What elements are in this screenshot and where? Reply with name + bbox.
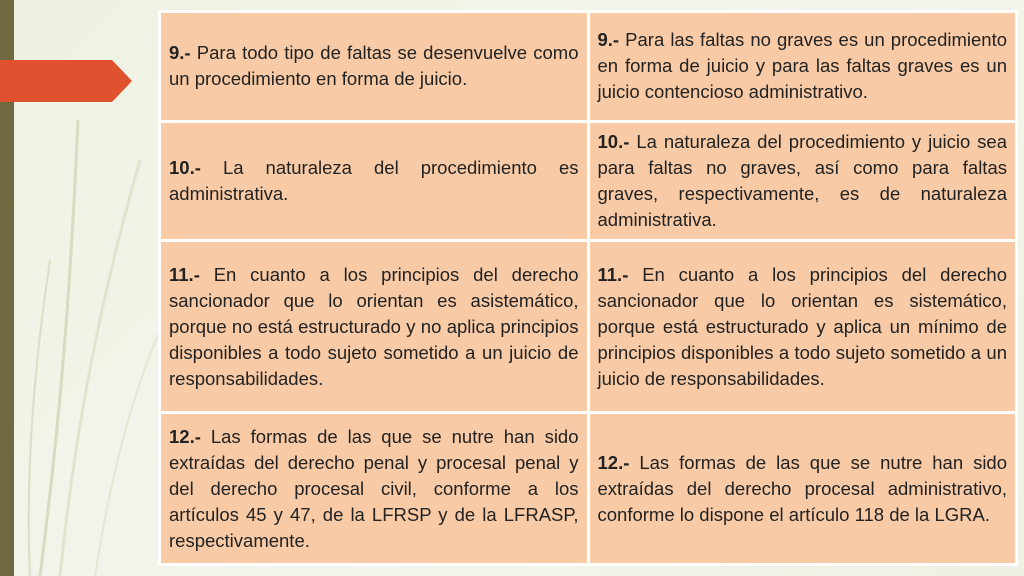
item-number: 10.- [597,130,630,152]
cell-right [590,414,1016,563]
table-row [161,13,1015,120]
item-text: En cuanto a los principios del derecho sancionador que lo orientan es sistemático, porque está estructurado y aplica un mínimo de principios disponibles a todo sujeto sometido a un juicio de responsabilidades. [597,263,1008,389]
cell-left [161,414,587,563]
item-number: 11.- [169,263,200,285]
cell-right [590,123,1016,240]
item-text: Las formas de las que se nutre han sido extraídas del derecho procesal administrativo, conforme lo dispone el artículo 118 de la LGRA. [597,451,1008,525]
item-number: 10.- [169,156,201,178]
table-row [161,123,1015,240]
cell-right [590,242,1016,411]
item-text: En cuanto a los principios del derecho sancionador que lo orientan es asistemático, porque no está estructurado y no aplica principios disponibles a todo sujeto sometido a un juicio de responsabilidades. [169,263,579,389]
item-number: 9.- [597,29,620,51]
item-number: 12.- [597,451,630,473]
cell-left [161,123,587,240]
comparison-table [158,10,1018,566]
item-number: 12.- [169,425,201,447]
item-text: Las formas de las que se nutre han sido extraídas del derecho penal y procesal penal y del derecho procesal civil, conforme a los artículos 45 y 47, de la LFRSP y de la LFRASP, respectivamente. [169,425,579,551]
arrow-marker-icon [0,60,132,102]
item-text: La naturaleza del procedimiento es administrativa. [169,156,579,204]
cell-left [161,242,587,411]
cell-right [590,13,1016,120]
item-text: Para las faltas no graves es un procedimiento en forma de juicio y para las faltas graves es un juicio contencioso administrativo. [597,29,1007,103]
item-number: 9.- [169,42,191,64]
item-text: La naturaleza del procedimiento y juicio sea para faltas no graves, así como para faltas graves, respectivamente, es de naturaleza administrativa. [597,130,1008,230]
table-row [161,242,1015,411]
item-number: 11.- [597,263,629,285]
cell-left [161,13,587,120]
item-text: Para todo tipo de faltas se desenvuelve como un procedimiento en forma de juicio. [169,42,579,90]
table-row [161,414,1015,563]
